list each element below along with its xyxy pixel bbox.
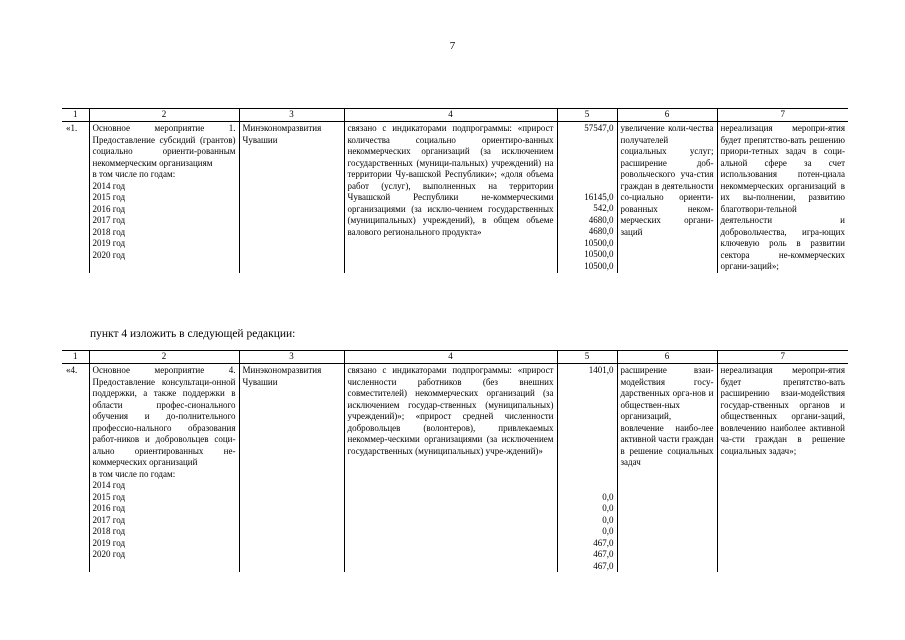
event-cell (89, 122, 239, 273)
header-col-3: 3 (239, 351, 344, 364)
years-label: в том числе по годам: (92, 468, 176, 479)
header-col-4: 4 (344, 109, 557, 122)
funding-2014: 16145,0 (584, 191, 614, 202)
funding-2017: 4680,0 (588, 226, 614, 236)
header-col-3: 3 (239, 109, 344, 122)
funding-2017: 0,0 (602, 526, 614, 536)
year-2018: 2018 год (92, 226, 126, 237)
result-cell: увеличение коли-чества получателей социальных услуг; расширение доб-ровольческого уча-стия граждан в деятельности со-циально ориенти-рованных неком-мерческих органи-заций (617, 122, 717, 273)
funding-2018: 467,0 (593, 537, 614, 548)
indicators-cell: связано с индикаторами подпрограммы: «прирост численности работников (без внешних совместителей) некоммерческих организаций (за исключением государ-ственных (муниципальных) учреждений)»; «прирост средней численности добровольцев (волонтеров), привлекаемых некоммер-ческими организациями (за исключением государственных (муниципальных) учре-ждений)» (344, 364, 557, 573)
separator-text: пункт 4 изложить в следующей редакции: (90, 328, 296, 340)
row-number: «4. (66, 365, 78, 375)
table-header-row (62, 351, 848, 364)
header-col-7: 7 (717, 351, 848, 364)
years-label: в том числе по годам: (92, 169, 176, 179)
funding-2016: 0,0 (602, 514, 614, 525)
funding-cell (557, 122, 617, 273)
row-number: «1. (66, 123, 78, 133)
event-cell (89, 364, 239, 573)
executor-cell: Минэкономразвития Чувашии (239, 364, 344, 573)
funding-2018: 10500,0 (584, 237, 614, 248)
event-title: Основное мероприятие 4. Предоставление консультаци-онной поддержки, а также поддержки в области профес-сионального обучения и до-полнительного профессио-нального образования работ-ников и добровольцев соци-ально ориентированных не-коммерческих организаций (92, 365, 236, 467)
funding-total: 57547,0 (584, 123, 614, 133)
funding-2019: 10500,0 (584, 249, 614, 259)
year-2014: 2014 год (92, 480, 126, 490)
year-2020: 2020 год (92, 549, 126, 559)
indicators-cell: связано с индикаторами подпрограммы: «прирост количества социально ориентиро-ванных некоммерческих организаций (за исключением государственных (муници-пальных) учреждений) на территории Чу-вашской Республики»; «доля объема работ (услуг), выполненных на территории Чувашской Республики не-коммерческими организациями (за исклю-чением государственных (муниципальных) учреждений), в общем объеме валового регионального продукта» (344, 122, 557, 273)
year-2019: 2019 год (92, 537, 126, 548)
funding-total: 1401,0 (588, 365, 614, 375)
risks-cell: нереализация меропри-ятия будет препятство-вать решению приори-тетных задач в соци-альной сфере за счет использования потен-циала некоммерческих организаций в их вы-полнении, развитию благотвори-тельной деятельности и добровольчества, игра-ющих ключевую роль в развитии сектора не-коммерческих органи-заций»; (717, 122, 848, 273)
funding-2020: 10500,0 (584, 260, 614, 271)
table-event-4 (62, 350, 848, 572)
year-2019: 2019 год (92, 238, 126, 248)
header-col-5: 5 (557, 109, 617, 122)
year-2020: 2020 год (92, 249, 126, 260)
year-2017: 2017 год (92, 215, 126, 225)
funding-2015: 0,0 (602, 503, 614, 513)
page-number: 7 (449, 40, 456, 52)
header-col-6: 6 (617, 109, 717, 122)
header-col-6: 6 (617, 351, 717, 364)
table-row (62, 364, 848, 573)
header-col-1: 1 (62, 351, 89, 364)
funding-cell (557, 364, 617, 573)
funding-2014: 0,0 (602, 491, 614, 502)
year-2015: 2015 год (92, 192, 126, 202)
header-col-7: 7 (717, 109, 848, 122)
years-list (93, 480, 236, 561)
result-cell: расширение взаи-модействия госу-дарственных орга-нов и обществен-ных организаций, вовлечение наибо-лее активной части граждан в решение социальных задач (617, 364, 717, 573)
funding-2020: 467,0 (593, 560, 614, 571)
year-2015: 2015 год (92, 491, 126, 502)
funding-2019: 467,0 (593, 549, 614, 559)
header-col-2: 2 (89, 109, 239, 122)
event-title: Основное мероприятие 1. Предоставление субсидий (грантов) социально ориенти-рованным некоммерческим организациям (92, 123, 236, 168)
year-2016: 2016 год (92, 203, 126, 214)
funding-spacer (561, 135, 614, 192)
header-col-5: 5 (557, 351, 617, 364)
executor-cell: Минэкономразвития Чувашии (239, 122, 344, 273)
table-header-row (62, 109, 848, 122)
header-col-1: 1 (62, 109, 89, 122)
header-col-2: 2 (89, 351, 239, 364)
years-list (93, 181, 236, 262)
funding-spacer (561, 377, 614, 492)
year-2016: 2016 год (92, 503, 126, 513)
funding-2016: 4680,0 (588, 214, 614, 225)
risks-cell: нереализация меропри-ятия будет препятство-вать расширению взаи-модействия государ-ственных органов и общественных органи-заций, вовлечению наиболее активной ча-сти граждан в решение социальных задач»; (717, 364, 848, 573)
year-2018: 2018 год (92, 526, 126, 536)
header-col-4: 4 (344, 351, 557, 364)
year-2014: 2014 год (92, 180, 126, 191)
table-event-1 (62, 108, 848, 273)
year-2017: 2017 год (92, 514, 126, 525)
funding-2015: 542,0 (593, 203, 614, 213)
table-row (62, 122, 848, 273)
